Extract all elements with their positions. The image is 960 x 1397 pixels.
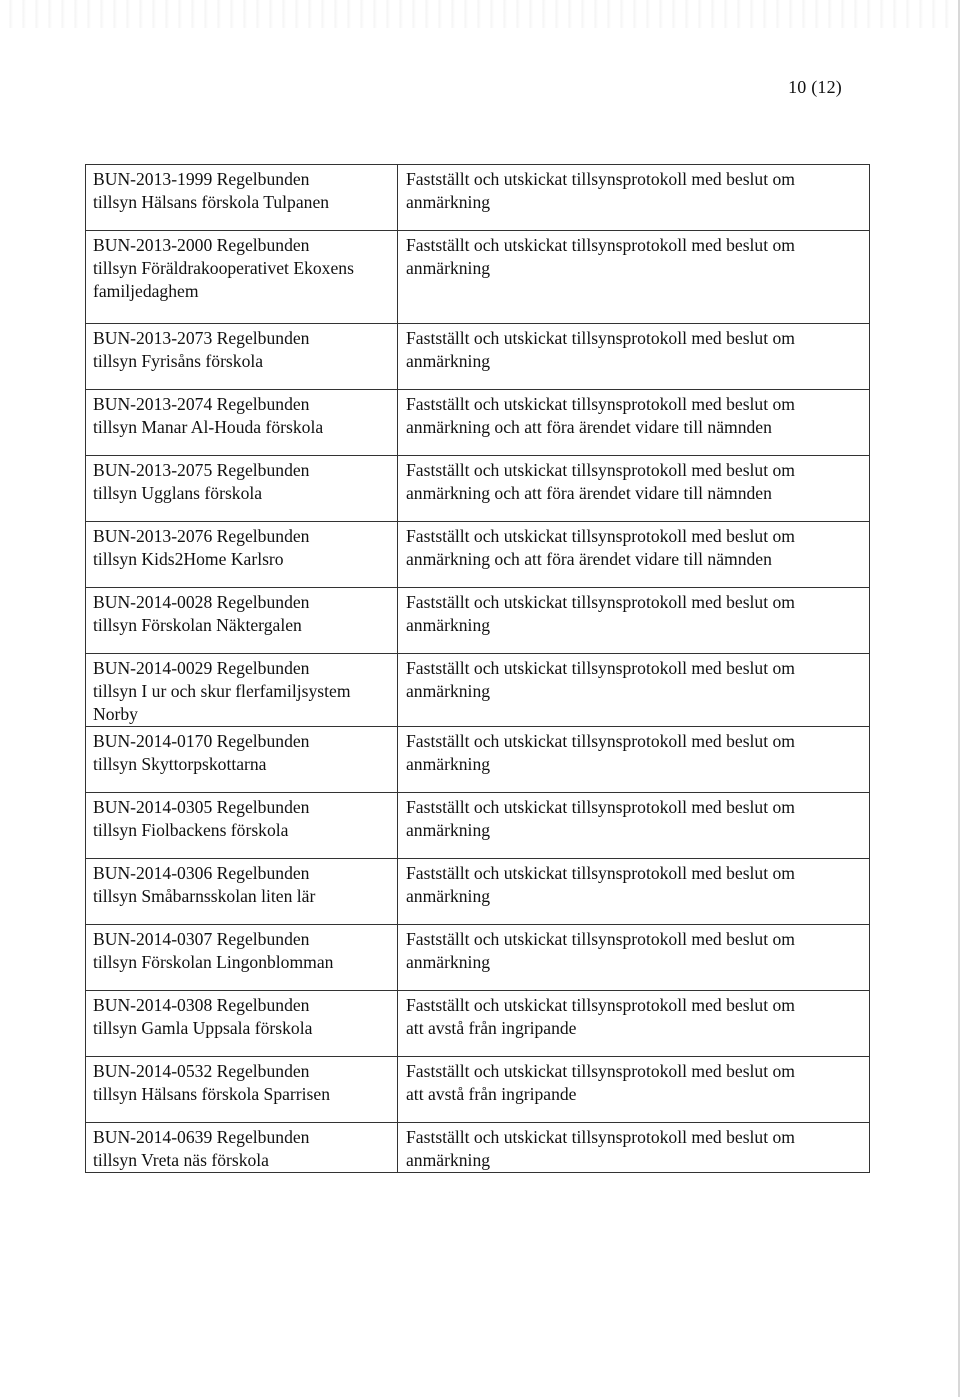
case-reference: BUN-2014-0029 Regelbunden tillsyn I ur och skur flerfamiljsystem Norby (93, 658, 351, 724)
case-reference-cell (86, 588, 398, 654)
decision-cell (398, 793, 870, 859)
case-reference: BUN-2013-2076 Regelbunden tillsyn Kids2Home Karlsro (93, 526, 310, 569)
case-reference-cell (86, 231, 398, 324)
case-reference-cell (86, 925, 398, 991)
decision-text: Fastställt och utskickat tillsynsprotokoll med beslut om anmärkning (406, 658, 795, 701)
case-reference: BUN-2013-2074 Regelbunden tillsyn Manar Al-Houda förskola (93, 394, 324, 437)
decision-cell (398, 1057, 870, 1123)
table-row (86, 859, 870, 925)
decision-text: Fastställt och utskickat tillsynsprotokoll med beslut om anmärkning och att föra ärendet vidare till nämnden (406, 394, 795, 437)
case-reference-cell (86, 522, 398, 588)
case-reference-cell (86, 324, 398, 390)
decision-text: Fastställt och utskickat tillsynsprotokoll med beslut om anmärkning (406, 235, 795, 278)
table-row (86, 727, 870, 793)
case-reference: BUN-2013-2073 Regelbunden tillsyn Fyrisåns förskola (93, 328, 310, 371)
table-row (86, 1123, 870, 1173)
table-row (86, 991, 870, 1057)
table-row (86, 588, 870, 654)
case-reference: BUN-2014-0306 Regelbunden tillsyn Småbarnsskolan liten lär (93, 863, 316, 906)
case-reference-cell (86, 390, 398, 456)
table-row (86, 390, 870, 456)
decision-text: Fastställt och utskickat tillsynsprotokoll med beslut om anmärkning (406, 797, 795, 840)
case-reference-cell (86, 456, 398, 522)
decision-text: Fastställt och utskickat tillsynsprotokoll med beslut om anmärkning (406, 328, 795, 371)
decision-cell (398, 925, 870, 991)
decision-cell (398, 522, 870, 588)
case-reference-cell (86, 1123, 398, 1173)
table-row (86, 793, 870, 859)
case-reference-cell (86, 654, 398, 727)
case-reference: BUN-2013-2075 Regelbunden tillsyn Ugglans förskola (93, 460, 310, 503)
decision-cell (398, 654, 870, 727)
table-row (86, 522, 870, 588)
table-row (86, 165, 870, 231)
table-row (86, 925, 870, 991)
case-reference: BUN-2014-0170 Regelbunden tillsyn Skyttorpskottarna (93, 731, 310, 774)
supervision-table (85, 164, 870, 1173)
case-reference: BUN-2013-2000 Regelbunden tillsyn Föräldrakooperativet Ekoxens familjedaghem (93, 235, 354, 301)
decision-text: Fastställt och utskickat tillsynsprotokoll med beslut om att avstå från ingripande (406, 1061, 795, 1104)
case-reference-cell (86, 727, 398, 793)
case-reference: BUN-2014-0308 Regelbunden tillsyn Gamla Uppsala förskola (93, 995, 313, 1038)
table-row (86, 654, 870, 727)
decision-cell (398, 456, 870, 522)
decision-cell (398, 991, 870, 1057)
case-reference: BUN-2014-0028 Regelbunden tillsyn Förskolan Näktergalen (93, 592, 310, 635)
decision-text: Fastställt och utskickat tillsynsprotokoll med beslut om anmärkning (406, 169, 795, 212)
table-row (86, 324, 870, 390)
table-row (86, 231, 870, 324)
decision-cell (398, 588, 870, 654)
decision-text: Fastställt och utskickat tillsynsprotokoll med beslut om anmärkning (406, 929, 795, 972)
decision-text: Fastställt och utskickat tillsynsprotokoll med beslut om anmärkning (406, 731, 795, 774)
case-reference-cell (86, 859, 398, 925)
decision-cell (398, 1123, 870, 1173)
case-reference-cell (86, 1057, 398, 1123)
decision-cell (398, 165, 870, 231)
page-number: 10 (12) (788, 77, 842, 97)
case-reference-cell (86, 165, 398, 231)
decision-text: Fastställt och utskickat tillsynsprotokoll med beslut om anmärkning (406, 592, 795, 635)
decision-cell (398, 859, 870, 925)
case-reference: BUN-2014-0639 Regelbunden tillsyn Vreta näs förskola (93, 1127, 310, 1170)
case-reference: BUN-2014-0532 Regelbunden tillsyn Hälsans förskola Sparrisen (93, 1061, 330, 1104)
decision-text: Fastställt och utskickat tillsynsprotokoll med beslut om anmärkning och att föra ärendet vidare till nämnden (406, 460, 795, 503)
case-reference: BUN-2014-0305 Regelbunden tillsyn Fiolbackens förskola (93, 797, 310, 840)
case-reference: BUN-2014-0307 Regelbunden tillsyn Förskolan Lingonblomman (93, 929, 334, 972)
decision-cell (398, 231, 870, 324)
table-row (86, 456, 870, 522)
scan-artifact-top (0, 0, 960, 28)
case-reference-cell (86, 793, 398, 859)
decision-cell (398, 390, 870, 456)
decision-cell (398, 727, 870, 793)
decision-text: Fastställt och utskickat tillsynsprotokoll med beslut om anmärkning (406, 863, 795, 906)
decision-text: Fastställt och utskickat tillsynsprotokoll med beslut om att avstå från ingripande (406, 995, 795, 1038)
decision-text: Fastställt och utskickat tillsynsprotokoll med beslut om anmärkning (406, 1127, 795, 1170)
table-row (86, 1057, 870, 1123)
decision-text: Fastställt och utskickat tillsynsprotokoll med beslut om anmärkning och att föra ärendet vidare till nämnden (406, 526, 795, 569)
decision-cell (398, 324, 870, 390)
case-reference-cell (86, 991, 398, 1057)
case-reference: BUN-2013-1999 Regelbunden tillsyn Hälsans förskola Tulpanen (93, 169, 330, 212)
